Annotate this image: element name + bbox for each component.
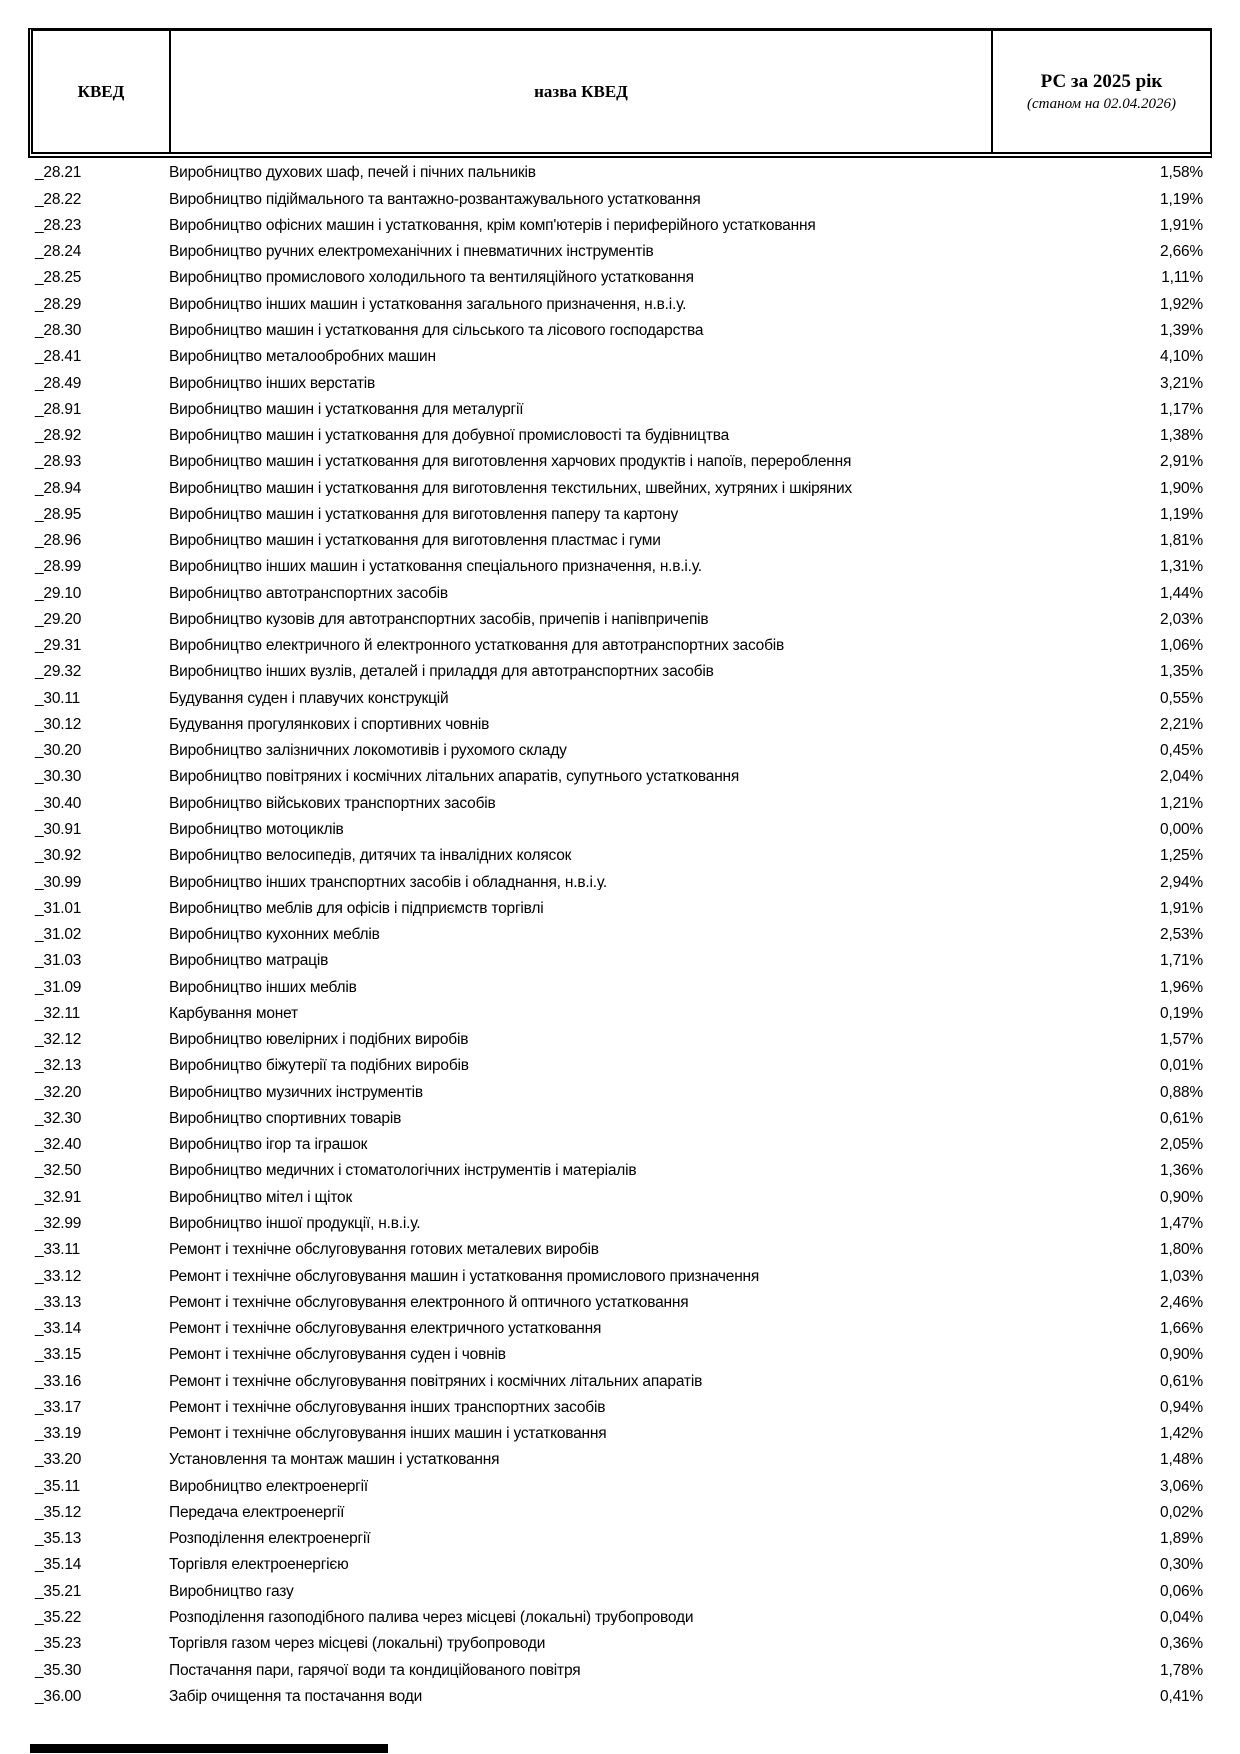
rs-value: 2,05% (1160, 1136, 1203, 1154)
table-row (28, 1526, 1212, 1552)
kved-name: Виробництво мотоциклів (169, 822, 344, 838)
rs-value: 0,88% (1160, 1083, 1203, 1101)
table-row (28, 1184, 1212, 1210)
rs-value: 0,90% (1160, 1346, 1203, 1364)
kved-code: _31.03 (35, 952, 82, 970)
kved-code: _32.91 (35, 1188, 82, 1206)
table-row (28, 1657, 1212, 1683)
table-row (28, 554, 1212, 580)
table-row (28, 1316, 1212, 1342)
table-row (28, 817, 1212, 843)
rs-value: 1,19% (1160, 505, 1203, 523)
header-col-kved: КВЕД (77, 81, 125, 101)
table-row (28, 1158, 1212, 1184)
table-row (28, 580, 1212, 606)
rs-value: 1,91% (1160, 216, 1203, 234)
rs-value: 1,25% (1160, 847, 1203, 865)
kved-name: Виробництво іншої продукції, н.в.і.у. (169, 1216, 421, 1232)
kved-name: Торгівля електроенергією (169, 1557, 349, 1573)
kved-name: Виробництво підіймального та вантажно-розвантажувального устатковання (169, 191, 701, 208)
table-row (28, 213, 1212, 239)
table-row (28, 528, 1212, 554)
table-row (28, 843, 1212, 869)
header-rs-subtitle: (станом на 02.04.2026) (1026, 96, 1177, 113)
kved-code: _30.20 (35, 742, 82, 760)
table-row (28, 449, 1212, 475)
kved-code: _32.99 (35, 1215, 82, 1232)
kved-name: Виробництво матраців (169, 953, 329, 969)
rs-value: 1,19% (1160, 190, 1203, 208)
table-row (28, 633, 1212, 659)
kved-code: _33.11 (35, 1241, 81, 1259)
kved-name: Виробництво машин і устатковання для виготовлення пластмас і гуми (169, 533, 661, 549)
kved-name: Виробництво електричного й електронного устатковання для автотранспортних засобів (169, 638, 785, 654)
table-row (28, 423, 1212, 449)
rs-value: 1,90% (1160, 479, 1203, 497)
kved-code: _35.23 (35, 1635, 82, 1653)
rs-value: 1,80% (1160, 1241, 1203, 1259)
table-row (28, 1342, 1212, 1368)
table-row (28, 1211, 1212, 1237)
table-row (28, 1683, 1212, 1709)
table-row (28, 1421, 1212, 1447)
kved-code: _30.91 (35, 821, 82, 839)
kved-code: _30.30 (35, 768, 82, 786)
rs-value: 1,03% (1160, 1267, 1203, 1285)
rs-value: 1,58% (1160, 164, 1203, 182)
next-section-partial-bar (30, 1744, 388, 1753)
kved-code: _30.99 (35, 873, 82, 891)
kved-name: Розподілення електроенергії (169, 1531, 371, 1547)
kved-code: _32.30 (35, 1109, 82, 1127)
kved-code: _30.11 (35, 689, 81, 707)
table-row (28, 1631, 1212, 1657)
table-row (28, 1132, 1212, 1158)
table-row (28, 712, 1212, 738)
kved-code: _29.20 (35, 610, 82, 628)
kved-name: Виробництво металообробних машин (169, 349, 436, 365)
kved-code: _35.11 (35, 1477, 81, 1495)
table-row (28, 1289, 1212, 1315)
table-row (28, 1473, 1212, 1499)
kved-code: _28.29 (35, 295, 82, 313)
rs-value: 0,41% (1160, 1687, 1203, 1705)
rs-value: 1,92% (1160, 295, 1203, 313)
kved-name: Виробництво медичних і стоматологічних інструментів і матеріалів (169, 1163, 637, 1179)
table-row (28, 239, 1212, 265)
kved-code: _33.12 (35, 1267, 82, 1285)
table-row (28, 974, 1212, 1000)
rs-value: 1,36% (1160, 1162, 1203, 1180)
table-row (28, 265, 1212, 291)
rs-value: 1,57% (1160, 1031, 1203, 1049)
table-row (28, 291, 1212, 317)
table-row (28, 659, 1212, 685)
kved-name: Виробництво машин і устатковання для виготовлення харчових продуктів і напоїв, перероблення (169, 454, 852, 470)
kved-code: _30.40 (35, 794, 82, 812)
kved-code: _32.13 (35, 1057, 82, 1075)
kved-code: _29.31 (35, 637, 82, 655)
kved-code: _31.01 (35, 899, 82, 917)
rs-value: 1,81% (1160, 532, 1203, 550)
rs-value: 0,45% (1160, 742, 1203, 760)
table-row (28, 1447, 1212, 1473)
kved-name: Виробництво машин і устатковання для добувної промисловості та будівництва (169, 428, 729, 444)
kved-name: Виробництво машин і устатковання для металургії (169, 401, 524, 418)
rs-value: 1,11% (1161, 269, 1203, 287)
kved-code: _32.40 (35, 1136, 82, 1154)
rs-value: 1,44% (1160, 584, 1203, 602)
header-col-rs (991, 31, 1210, 152)
table-row (28, 869, 1212, 895)
kved-code: _35.12 (35, 1503, 82, 1521)
kved-code: _28.96 (35, 532, 82, 550)
kved-code: _28.24 (35, 243, 82, 261)
table-row (28, 1079, 1212, 1105)
kved-name: Постачання пари, гарячої води та кондиційованого повітря (169, 1662, 581, 1679)
kved-code: _32.50 (35, 1162, 82, 1180)
rs-value: 1,91% (1160, 899, 1203, 917)
kved-name: Розподілення газоподібного палива через місцеві (локальні) трубопроводи (169, 1609, 694, 1626)
kved-code: _33.17 (35, 1398, 82, 1416)
table-row (28, 396, 1212, 422)
kved-name: Ремонт і технічне обслуговування машин і устатковання промислового призначення (169, 1268, 760, 1285)
table-row (28, 1500, 1212, 1526)
rs-value: 1,96% (1160, 978, 1203, 996)
rs-value: 2,53% (1160, 926, 1203, 944)
table-row (28, 475, 1212, 501)
rs-value: 0,04% (1160, 1608, 1203, 1626)
kved-table (28, 28, 1212, 1710)
rs-value: 2,91% (1160, 453, 1203, 471)
kved-name: Будування суден і плавучих конструкцій (169, 690, 449, 707)
kved-name: Ремонт і технічне обслуговування повітряних і космічних літальних апаратів (169, 1373, 703, 1390)
kved-name: Карбування монет (169, 1005, 298, 1022)
kved-code: _36.00 (35, 1687, 82, 1705)
table-row (28, 685, 1212, 711)
kved-code: _28.95 (35, 505, 82, 523)
table-row (28, 764, 1212, 790)
rs-value: 0,30% (1160, 1556, 1203, 1574)
rs-value: 1,39% (1160, 321, 1203, 339)
table-row (28, 186, 1212, 212)
rs-value: 1,06% (1160, 637, 1203, 655)
table-row (28, 1578, 1212, 1604)
table-row (28, 1237, 1212, 1263)
kved-name: Виробництво велосипедів, дитячих та інвалідних колясок (169, 848, 572, 864)
table-row (28, 370, 1212, 396)
rs-value: 0,19% (1160, 1004, 1203, 1022)
rs-value: 1,47% (1160, 1215, 1203, 1232)
rs-value: 2,46% (1160, 1293, 1203, 1311)
kved-code: _28.23 (35, 216, 82, 234)
rs-value: 0,61% (1160, 1372, 1203, 1390)
kved-code: _28.49 (35, 374, 82, 392)
table-row (28, 1053, 1212, 1079)
kved-name: Виробництво кузовів для автотранспортних засобів, причепів і напівпричепів (169, 611, 709, 628)
kved-code: _30.12 (35, 715, 82, 733)
table-row (28, 1027, 1212, 1053)
header-col-name: назва КВЕД (169, 31, 991, 152)
kved-code: _35.22 (35, 1608, 82, 1626)
kved-name: Виробництво ігор та іграшок (169, 1137, 368, 1153)
rs-value: 1,66% (1160, 1320, 1203, 1338)
table-row (28, 738, 1212, 764)
kved-name: Виробництво газу (169, 1583, 294, 1600)
kved-name: Виробництво музичних інструментів (169, 1084, 423, 1101)
kved-name: Виробництво інших машин і устатковання спеціального призначення, н.в.і.у. (169, 559, 702, 575)
rs-value: 0,94% (1160, 1398, 1203, 1416)
rs-value: 1,48% (1160, 1451, 1203, 1469)
rs-value: 1,42% (1160, 1425, 1203, 1443)
kved-code: _28.30 (35, 321, 82, 339)
rs-value: 1,17% (1160, 400, 1203, 418)
kved-name: Виробництво спортивних товарів (169, 1110, 402, 1127)
kved-name: Виробництво духових шаф, печей і пічних пальників (169, 165, 536, 181)
table-row (28, 160, 1212, 186)
kved-name: Виробництво машин і устатковання для виготовлення паперу та картону (169, 506, 679, 523)
rs-value: 0,02% (1160, 1503, 1203, 1521)
kved-code: _29.10 (35, 584, 82, 602)
rs-value: 1,21% (1160, 794, 1203, 812)
kved-name: Виробництво ручних електромеханічних і пневматичних інструментів (169, 244, 654, 260)
kved-code: _28.25 (35, 269, 82, 287)
table-body (28, 158, 1212, 1710)
rs-value: 2,66% (1160, 243, 1203, 261)
table-row (28, 501, 1212, 527)
kved-name: Виробництво ювелірних і подібних виробів (169, 1032, 469, 1048)
rs-value: 0,00% (1160, 821, 1203, 839)
kved-code: _28.93 (35, 453, 82, 471)
kved-name: Виробництво меблів для офісів і підприємств торгівлі (169, 900, 544, 917)
kved-code: _35.13 (35, 1530, 82, 1548)
kved-name: Виробництво інших транспортних засобів і обладнання, н.в.і.у. (169, 874, 607, 891)
header-rs-title: РС за 2025 рік (1040, 70, 1163, 92)
rs-value: 2,21% (1160, 715, 1203, 733)
kved-name: Ремонт і технічне обслуговування електричного устатковання (169, 1321, 602, 1337)
kved-name: Виробництво електроенергії (169, 1478, 368, 1495)
kved-code: _33.16 (35, 1372, 82, 1390)
kved-code: _28.92 (35, 427, 82, 445)
kved-name: Виробництво повітряних і космічних літальних апаратів, супутнього устатковання (169, 769, 740, 785)
kved-code: _33.14 (35, 1320, 82, 1338)
kved-name: Забір очищення та постачання води (169, 1688, 423, 1705)
kved-code: _32.11 (35, 1004, 81, 1022)
kved-name: Ремонт і технічне обслуговування суден і човнів (169, 1347, 506, 1363)
table-row (28, 1368, 1212, 1394)
table-row (28, 922, 1212, 948)
kved-name: Виробництво інших меблів (169, 979, 357, 996)
kved-code: _31.02 (35, 926, 82, 944)
table-row (28, 607, 1212, 633)
rs-value: 0,55% (1160, 689, 1203, 707)
rs-value: 1,38% (1160, 427, 1203, 445)
kved-name: Виробництво машин і устатковання для виготовлення текстильних, швейних, хутряних і шкіряних (169, 480, 852, 497)
kved-name: Виробництво військових транспортних засобів (169, 795, 496, 812)
table-row (28, 895, 1212, 921)
kved-name: Виробництво машин і устатковання для сільського та лісового господарства (169, 322, 704, 339)
kved-name: Торгівля газом через місцеві (локальні) трубопроводи (169, 1636, 546, 1652)
rs-value: 0,36% (1160, 1635, 1203, 1653)
rs-value: 4,10% (1160, 348, 1203, 366)
table-row (28, 318, 1212, 344)
kved-name: Ремонт і технічне обслуговування інших транспортних засобів (169, 1399, 606, 1416)
table-row (28, 1552, 1212, 1578)
kved-name: Ремонт і технічне обслуговування інших машин і устатковання (169, 1426, 607, 1442)
kved-name: Передача електроенергії (169, 1504, 345, 1521)
rs-value: 1,78% (1160, 1661, 1203, 1679)
table-row (28, 1001, 1212, 1027)
rs-value: 3,06% (1160, 1477, 1203, 1495)
kved-name: Виробництво промислового холодильного та вентиляційного устатковання (169, 270, 694, 286)
kved-name: Ремонт і технічне обслуговування електронного й оптичного устатковання (169, 1294, 689, 1311)
table-row (28, 790, 1212, 816)
rs-value: 2,94% (1160, 873, 1203, 891)
table-row (28, 1106, 1212, 1132)
rs-value: 1,31% (1160, 558, 1203, 576)
kved-code: _28.99 (35, 558, 82, 576)
table-row (28, 1394, 1212, 1420)
kved-code: _28.41 (35, 348, 82, 366)
rs-value: 1,89% (1160, 1530, 1203, 1548)
kved-code: _32.20 (35, 1083, 82, 1101)
table-row (28, 1263, 1212, 1289)
kved-code: _32.12 (35, 1031, 82, 1049)
kved-code: _28.91 (35, 400, 82, 418)
kved-name: Виробництво інших верстатів (169, 375, 376, 391)
kved-name: Виробництво залізничних локомотивів і рухомого складу (169, 743, 567, 759)
kved-code: _29.32 (35, 663, 82, 681)
kved-name: Виробництво кухонних меблів (169, 927, 380, 943)
kved-name: Установлення та монтаж машин і устатковання (169, 1452, 500, 1468)
rs-value: 0,06% (1160, 1582, 1203, 1600)
kved-name: Виробництво мітел і щіток (169, 1189, 353, 1206)
rs-value: 2,03% (1160, 610, 1203, 628)
rs-value: 0,61% (1160, 1109, 1203, 1127)
kved-name: Будування прогулянкових і спортивних човнів (169, 716, 490, 733)
kved-name: Виробництво автотранспортних засобів (169, 585, 448, 602)
kved-code: _33.20 (35, 1451, 82, 1469)
kved-code: _28.94 (35, 479, 82, 497)
kved-name: Виробництво біжутерії та подібних виробів (169, 1058, 469, 1074)
kved-name: Виробництво інших машин і устатковання загального призначення, н.в.і.у. (169, 296, 687, 313)
table-row (28, 1605, 1212, 1631)
rs-value: 1,71% (1160, 952, 1203, 970)
rs-value: 0,01% (1160, 1057, 1203, 1075)
kved-code: _35.14 (35, 1556, 82, 1574)
rs-value: 3,21% (1160, 374, 1203, 392)
kved-code: _28.22 (35, 190, 82, 208)
table-row (28, 948, 1212, 974)
rs-value: 2,04% (1160, 768, 1203, 786)
kved-code: _33.13 (35, 1293, 82, 1311)
rs-value: 0,90% (1160, 1188, 1203, 1206)
table-row (28, 344, 1212, 370)
kved-code: _31.09 (35, 978, 82, 996)
kved-code: _33.19 (35, 1425, 82, 1443)
kved-code: _28.21 (35, 164, 82, 182)
rs-value: 1,35% (1160, 663, 1203, 681)
kved-code: _30.92 (35, 847, 82, 865)
kved-code: _35.21 (35, 1582, 82, 1600)
kved-name: Виробництво інших вузлів, деталей і приладдя для автотранспортних засобів (169, 664, 714, 680)
kved-name: Виробництво офісних машин і устатковання, крім комп'ютерів і периферійного устатковання (169, 217, 816, 234)
kved-code: _33.15 (35, 1346, 82, 1364)
kved-name: Ремонт і технічне обслуговування готових металевих виробів (169, 1242, 599, 1258)
kved-code: _35.30 (35, 1661, 82, 1679)
table-header-row (28, 28, 1212, 158)
